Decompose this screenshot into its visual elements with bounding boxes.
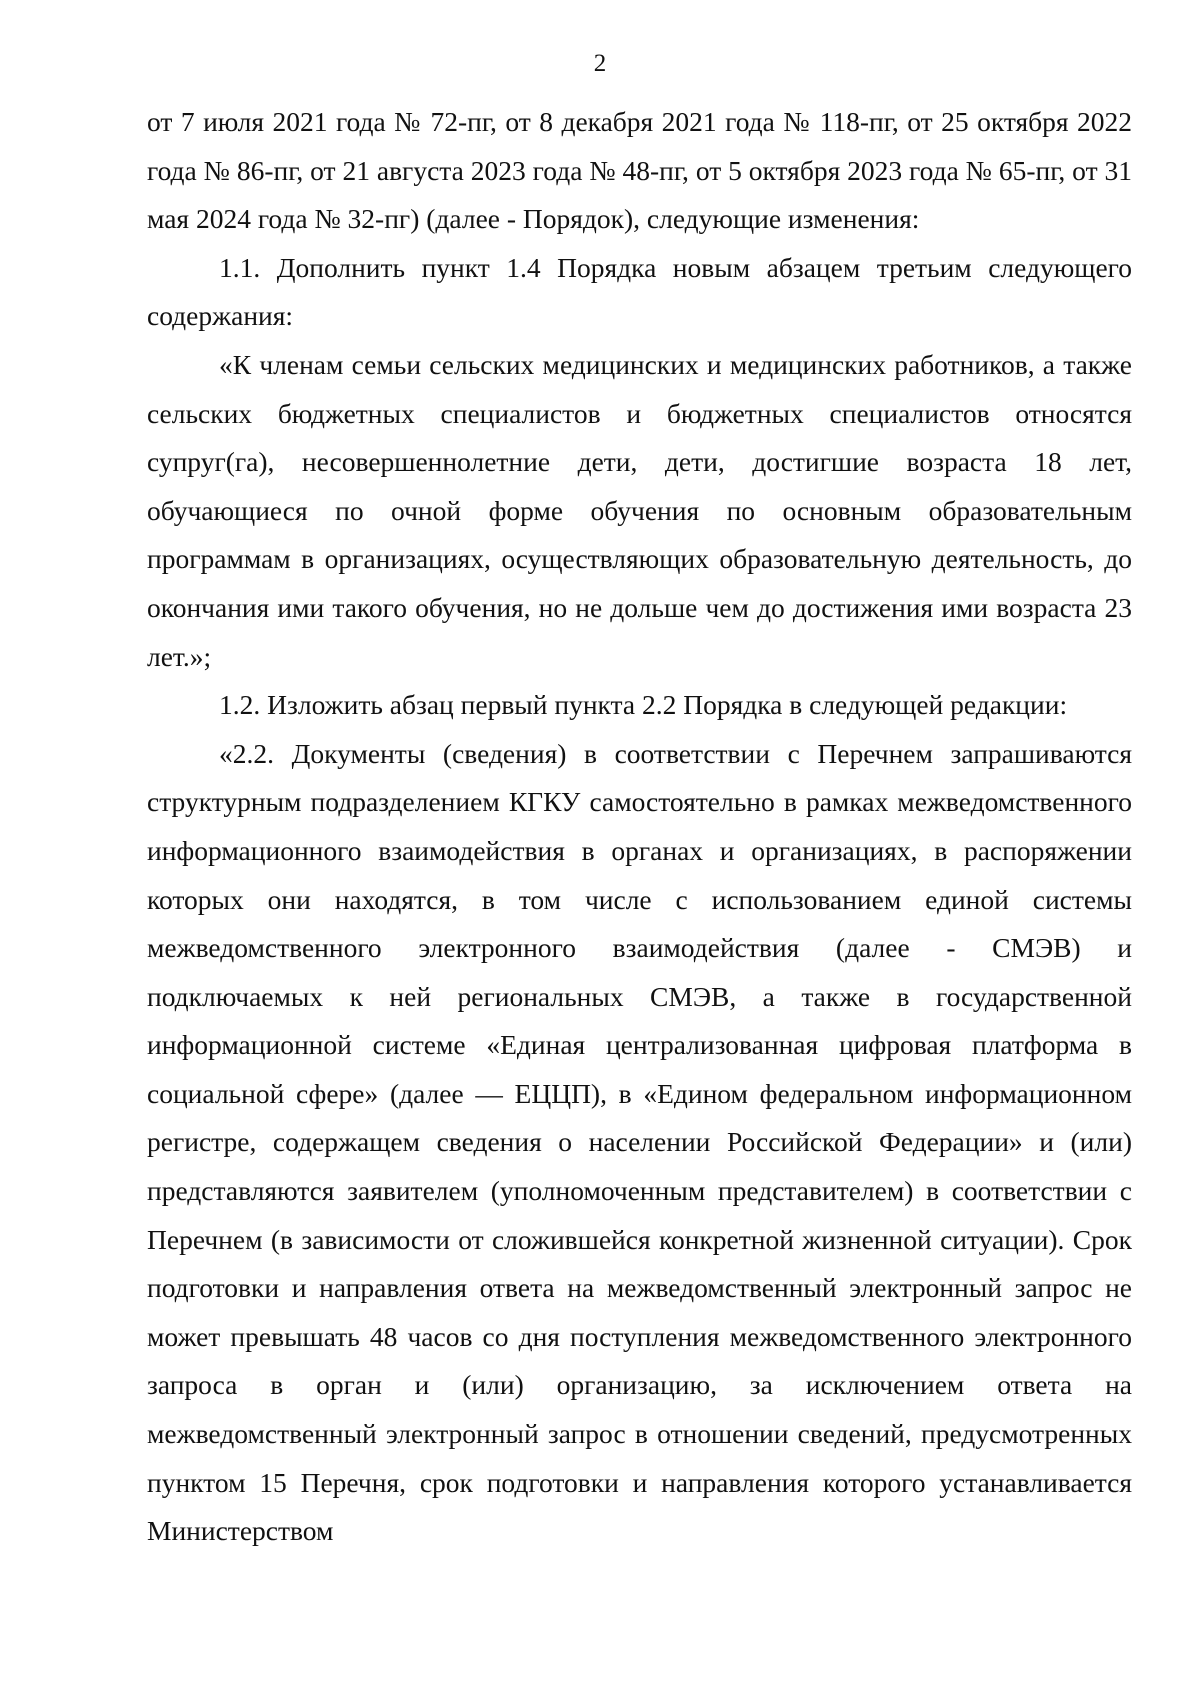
paragraph-quote-family-members: «К членам семьи сельских медицинских и медицинских работников, а также сельских бюджетных специалистов и бюджетных специалистов относятся супруг(га), несовершеннолетние дети, дети, достигшие возраста 18 лет, обучающиеся по очной форме обучения по основным образовательным программам в организациях, осуществляющих образовательную деятельность, до окончания ими такого обучения, но не дольше чем до достижения ими возраста 23 лет.»;: [147, 348, 1132, 672]
paragraph-item-1-2: 1.2. Изложить абзац первый пункта 2.2 Порядка в следующей редакции:: [219, 689, 1068, 721]
paragraph-continuation: от 7 июля 2021 года № 72-пг, от 8 декабря 2021 года № 118-пг, от 25 октября 2022 года № 86-пг, от 21 августа 2023 года № 48-пг, от 5 октября 2023 года № 65-пг, от 31 мая 2024 года № 32-пг) (далее - Порядок), следующие изменения:: [147, 106, 1132, 235]
paragraph-item-1-1: 1.1. Дополнить пункт 1.4 Порядка новым абзацем третьим следующего содержания:: [147, 251, 1132, 332]
page-number: 2: [593, 50, 607, 77]
document-body: [147, 98, 1132, 1556]
paragraph-quote-2-2: «2.2. Документы (сведения) в соответствии с Перечнем запрашиваются структурным подразделением КГКУ самостоятельно в рамках межведомственного информационного взаимодействия в органах и организациях, в распоряжении которых они находятся, в том числе с использованием единой системы межведомственного электронного взаимодействия (далее - СМЭВ) и подключаемых к ней региональных СМЭВ, а также в государственной информационной системе «Единая централизованная цифровая платформа в социальной сфере» (далее — ЕЦЦП), в «Едином федеральном информационном регистре, содержащем сведения о населении Российской Федерации» и (или) представляются заявителем (уполномоченным представителем) в соответствии с Перечнем (в зависимости от сложившейся конкретной жизненной ситуации). Срок подготовки и направления ответа на межведомственный электронный запрос не может превышать 48 часов со дня поступления межведомственного электронного запроса в орган и (или) организацию, за исключением ответа на межведомственный электронный запрос в отношении сведений, предусмотренных пунктом 15 Перечня, срок подготовки и направления которого устанавливается Министерством: [147, 737, 1132, 1547]
